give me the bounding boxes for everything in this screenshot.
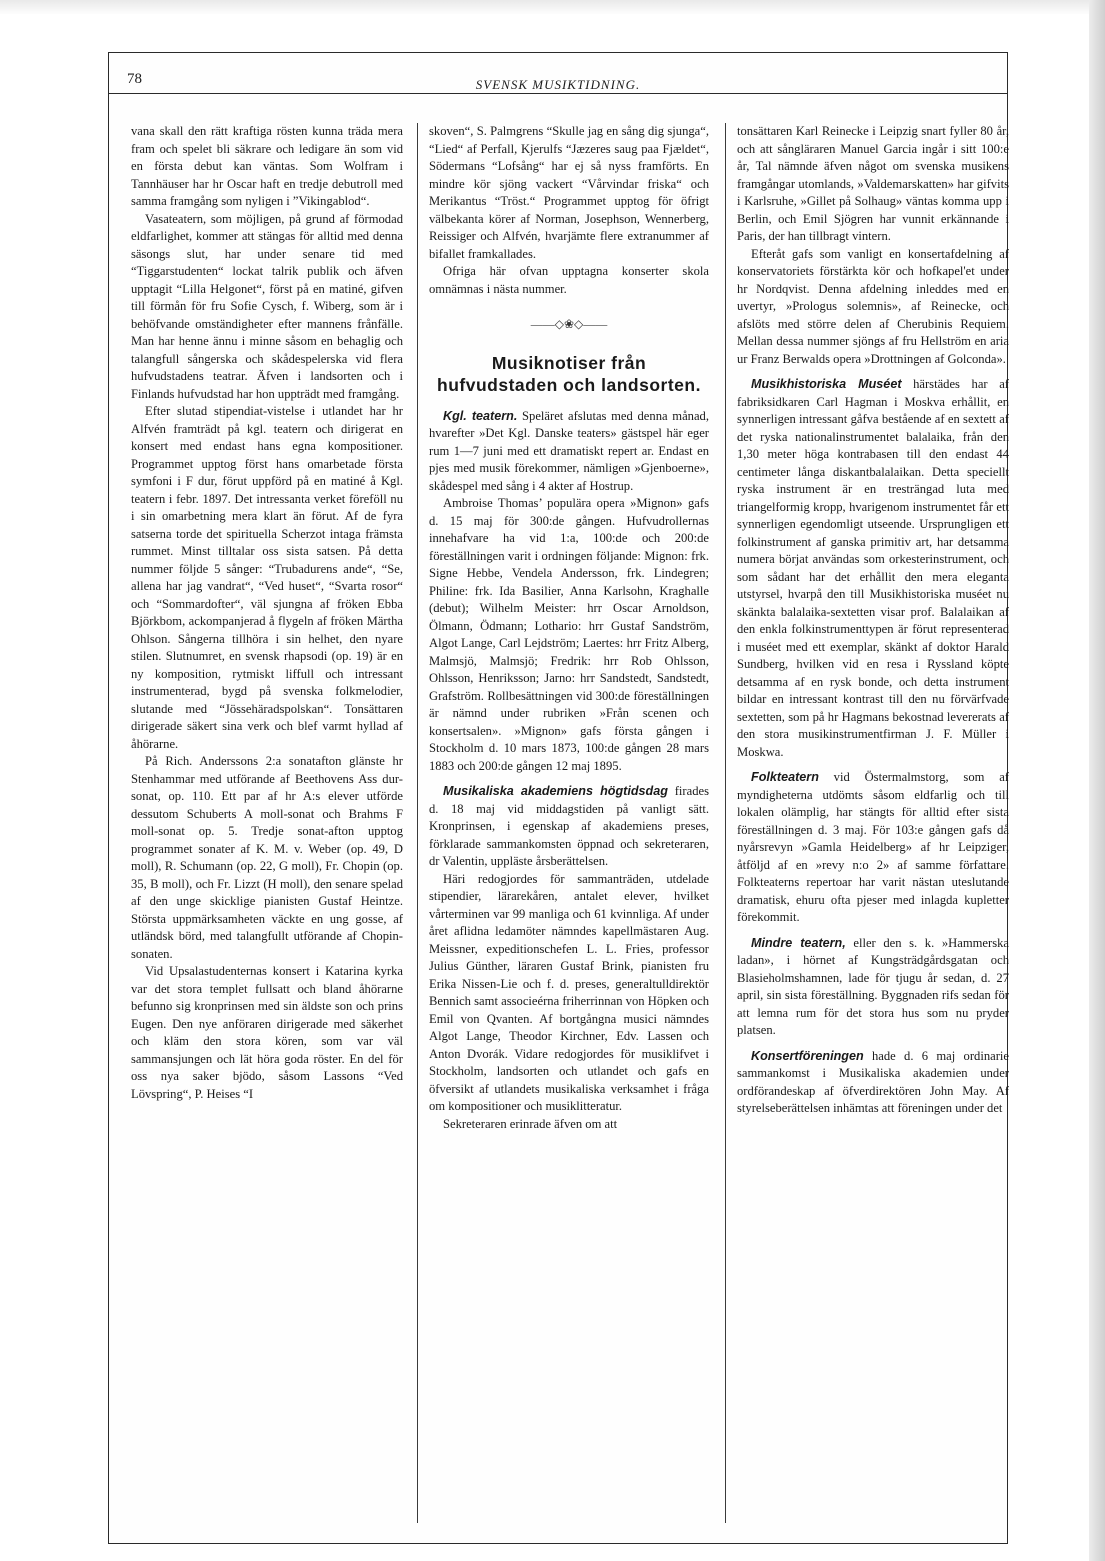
news-item-text: Häri redogjordes för sammanträden, utdelade stipendier, lärarekåren, antalet elever, hvilket vårterminen var 99 manliga och 61 kvinnliga. Af under året aflidna ledamöter nämndes kapellmästaren Aug. Meissner, expeditionschefen L. L. Fries, professor Julius Günther, läraren Gustaf Brink, pianisten fru Erika Nissen-Lie och f. d. preses, generaltulldirektör Bennich samt associeérna friherrinnan von Höpken och Emil von Qvanten. Af bortgångna musici nämndes Algot Lange, Theodor Kirchner, Edv. Lassen och Anton Dvorák. Vidare redogjordes för musiklifvet i Stockholm, landsorten och utlandet och gafs en öfversikt af utlandets musikaliska verksamhet i fråga om kompositioner och musiklitteratur. <box>429 871 709 1113</box>
news-item <box>429 408 709 496</box>
news-item-text: Ambroise Thomas’ populära opera »Mignon» gafs d. 15 maj för 300:de gången. Hufvudrollernas innehafvare ha vid 1:a, 100:de och 200:de föreställningen varit i ordningen följande: Mignon: frk. Signe Hebbe, Vendela Andersson, frk. Lindegren; Philine: frk. Ida Basilier, Anna Karlsohn, Kraghalle (debut); Wilhelm Meister: hrr Oscar Arnoldson, Ölmann, Ödmann; Lothario: hrr Gustaf Sandström, Algot Lange, Carl Lejdström; Laertes: hrr Fritz Alberg, Malmsjö, Malmsjö; Fredrik: hrr Rob Ohlsson, Ohlsson, Henriksson; Jarno: hrr Sandstedt, Sandstedt, Grafström. Rollbesättningen vid 300:de föreställningen är nämnd under rubriken »Från scenen och konsertsalen». »Mignon» gafs första gången i Stockholm d. 10 mars 1873, 100:de gången 28 mars 1883 och 200:de gången 12 maj 1895. <box>429 496 709 773</box>
article-paragraph: På Rich. Anderssons 2:a sonatafton glänste hr Stenhammar med utförande af Beethovens Ass dur-sonat, op. 110. Ett par af hr A:s elever utförde dessutom Schuberts A moll-sonat och Brahms F moll-sonat op. 5. Tredje sonat-afton upptog programmet sonater af K. M. v. Weber (op. 49, D moll), R. Schumann (op. 22, G moll), Fr. Chopin (op. 35, B moll), och Fr. Lizzt (H moll), den senare spelad af den unge skicklige pianisten Gustaf Heintze. Största uppmärksamheten väckte en ung gosse, af utländsk börd, med talangfullt utförande af Chopin-sonaten. <box>131 754 403 961</box>
column-rule-right <box>725 123 726 1523</box>
news-item-label: Konsertföreningen <box>751 1048 864 1063</box>
news-item <box>737 246 1009 369</box>
news-item-text: hade d. 6 maj ordinarie sammankomst i Musikaliska akademien under ordförandeskap af öfverdirektören John May. Af styrelseberättelsen inhämtas att föreningen under det <box>737 1048 1009 1115</box>
page-number: 78 <box>127 71 142 87</box>
article-paragraph: Efter slutad stipendiat-vistelse i utlandet har hr Alfvén framträdt på kgl. teatern och dirigerat en konsert med endast hans egna kompositioner. Programmet upptog först hans omarbetade första symfoni i F dur, förut uppförd på en matiné å Kgl. teatern i febr. 1897. Det intressanta verket föreföll nu i sin omarbetning mera klart än förut. Af de fyra satserna torde det spirituella Scherzot intaga främsta rummet. Minst tilltalar oss sista satsen. På detta nummer följde 5 sånger: “Trubadurens ande“, “Se, allena har jag vandrat“, “Ved huset“, “Svarta rosor“ och “Sommardofter“, väl sjungna af fröken Ebba Björkbom, ackompanjerad å flygeln af fröken Märtha Ohlson. Sångerna tillhöra i sin helhet, den nyare stilen. Slutnumret, en svensk rhapsodi (op. 19) är en ny komposition, rytmiskt liffull och intressant instrumenterad, bygd på svenska folkmelodier, slutande med “Jössehäradspolskan“. Tonsättaren dirigerade säkert sina verk och blef varmt hyllad af åhörarne. <box>131 404 403 751</box>
news-item <box>429 495 709 775</box>
column-rule-left <box>417 123 418 1523</box>
running-title: SVENSK MUSIKTIDNING. <box>475 77 641 92</box>
page-header <box>109 53 1007 94</box>
news-item-text: eller den s. k. »Hammerska ladan», i hörnet af Kungsträdgårdsgatan och Blasieholmshamnen, lade för tjugu år sedan, d. 27 april, sin sista föreställning. Byggnaden rifs sedan för att lemna rum för det stora hus som nu pryder platsen. <box>737 935 1010 1037</box>
news-item-label: Kgl. teatern. <box>443 408 518 423</box>
article-paragraph: Ofriga här ofvan upptagna konserter skola omnämnas i nästa nummer. <box>429 264 709 296</box>
news-item-text: Sekreteraren erinrade äfven om att <box>443 1116 618 1131</box>
article-paragraph: skoven“, S. Palmgrens “Skulle jag en sång dig sjunga“, “Lied“ af Perfall, Kjerulfs “Jæzeres saug paa Fjældet“, Södermans “Lofsång“ har ej så nyss framförts. En mindre kör sjöng vackert “Vårvindar friska“ och Merikantus “Tröst.“ Programmet upptog för öfrigt välbekanta körer af Norman, Josephson, Wennerberg, Reissiger och Alfvén, hvarjämte flere extranummer af bifallet framkallades. <box>429 124 709 261</box>
scan-edge-top <box>0 0 1105 14</box>
news-item <box>429 783 709 871</box>
news-item-label: Musikhistoriska Muséet <box>751 377 902 391</box>
scan-edge-right <box>1089 0 1105 1561</box>
newspaper-page <box>108 52 1008 1544</box>
news-item-text: firades d. 18 maj vid middagstiden på vanligt sätt. Kronprinsen, i egenskap af akademiens preses, förklarade sammankomsten öppnad och sekreteraren, dr Valentin, uppläste årsberättelsen. <box>429 784 709 868</box>
news-item-text: härstädes har af fabriksidkaren Carl Hagman i Moskva erhållit, en synnerligen intressant gåfva bestående af en sextett af det ryska nationalinstrumentet balalaika, från den 1,30 meter höga kontrabasen till den endast 44 centimeter långa diskantbalalaikan. Detta speciellt ryska instrument är en tresträngad luta med triangelformig kropp, hvarigenom instrumentet får ett synnerligen egendomligt utseende. Ursprungligen ett folkinstrument af ganska primitiv art, har detsamma numera börjat användas som orkesterinstrument, och som sådant har det erhållit den mera eleganta utstyrsel, hvarpå den till Musikhistoriska muséet nu skänkta balalaika-sextetten visar prof. Balalaikan af den enkla folkinstrumenttypen är förut representerad i muséet med ett exemplar, skänkt af doktor Harald Sundberg, hvilken vid en resa i Ryssland köpte detsamma af en rysk bonde, och detta instrument bildar en intressant kontrast till den nu förvärfvade sextetten, som på hr Hagmans bekostnad levererats af den stora musikinstrumentfirman J. F. Müller i Moskwa. <box>737 377 1009 759</box>
news-item-label: Musikaliska akademiens högtidsdag <box>443 784 668 798</box>
news-item-text: Efteråt gafs som vanligt en konsertafdelning af konservatoriets förstärkta kör och hofkapel'et under hr Nordqvist. Denna afdelning inleddes med en uvertyr, »Prologus solemnis», af Reinecke, och afslöts med större delen af Cherubinis Requiem. Mellan dessa nummer sjöngs af fru Hellström en aria ur Franz Berwalds opera »Drottningen af Golconda». <box>737 246 1009 366</box>
news-item <box>737 935 1009 1040</box>
news-item-label: Mindre teatern, <box>751 935 846 950</box>
news-item <box>737 1048 1009 1118</box>
news-item-text: vid Östermalmstorg, som af myndigheterna utdömts såsom eldfarlig och till lokalen olämplig, har stängts för alltid efter sista föreställningen d. 3 maj. För 103:e gången gafs då nyårsrevyn »Gamla Heidelberg» af hr Leipziger, åtföljd af en »revy n:o 2» af samme författare. Folkteaterns repertoar har varit nästan uteslutande dramatisk, ehuru ofta pjeser med inlagda kupletter förekommit. <box>737 770 1009 924</box>
article-paragraph: Vasateatern, som möjligen, på grund af förmodad eldfarlighet, kommer att stängas för alltid med denna säsongs slut, har under senare tid med “Tiggarstudenten“ lockat talrik publik och äfven upptagit “Lilla Helgonet“, först på en matiné, gifven till förmån för fru Sofie Cysch, f. Wiberg, som är i behöfvande omständigheter efter mannens frånfälle. Man har henne ännu i minne såsom en behaglig och talangfull sångerska och skådespelerska vid flera hufvudstadens teatrar. Äfven i landsorten och i Finlands hufvudstad har hon uppträdt med framgång. <box>131 211 403 401</box>
column-3 <box>737 123 1009 1118</box>
news-item <box>737 769 1009 927</box>
news-item <box>737 376 1009 761</box>
section-heading: Musiknotiser från hufvudstaden och landsorten. <box>437 352 701 395</box>
news-item <box>429 1116 709 1134</box>
column-1 <box>131 123 403 1103</box>
article-paragraph: Vid Upsalastudenternas konsert i Katarina kyrka var det stora templet fullsatt och bland åhörarne befunno sig kronprinsen med sin äldste son och prins Eugen. Den nye anföraren dirigerade med säkerhet och kläm den stora kören, som var väl sammansjungen och lät höra goda röster. En del för oss nya saker bjödo, såsom Lassons “Ved Lövspring“, P. Heises “I <box>131 964 403 1101</box>
article-paragraph: vana skall den rätt kraftiga rösten kunna träda mera fram och spelet bli säkrare och ledigare än som vid en första debut kan väntas. Som Wolfram i Tannhäuser har hr Oscar haft en tredje debutroll med samma framgång som nyligen i ”Vikingablod“. <box>131 124 403 208</box>
column-2 <box>429 123 709 1133</box>
news-item-text: Speläret afslutas med denna månad, hvarefter »Det Kgl. Danske teaters» gästspel här eger rum 1—7 juni med ett dramatiskt repert ar. Endast en pjes med musik förekommer, nämligen »Gjenboerne», skådespel med sång i 4 akter af Hostrup. <box>429 408 709 493</box>
news-item <box>737 123 1009 246</box>
ornament-divider: ——◇❀◇—— <box>530 317 608 331</box>
news-item <box>429 871 709 1116</box>
news-item-label: Folkteatern <box>751 770 819 784</box>
news-item-text: tonsättaren Karl Reinecke i Leipzig snart fyller 80 år, och att sångläraren Manuel Garcia ingår i sitt 100:e år, Tal nämnde äfven något om svenska musikens framgångar utomlands, »Valdemarskatten» har gifvits i Karlsruhe, »Gillet på Solhaug» väntas komma upp i Berlin, och Emil Sjögren har vunnit erkännande i Paris, der han tillbragt vintern. <box>737 124 1009 243</box>
